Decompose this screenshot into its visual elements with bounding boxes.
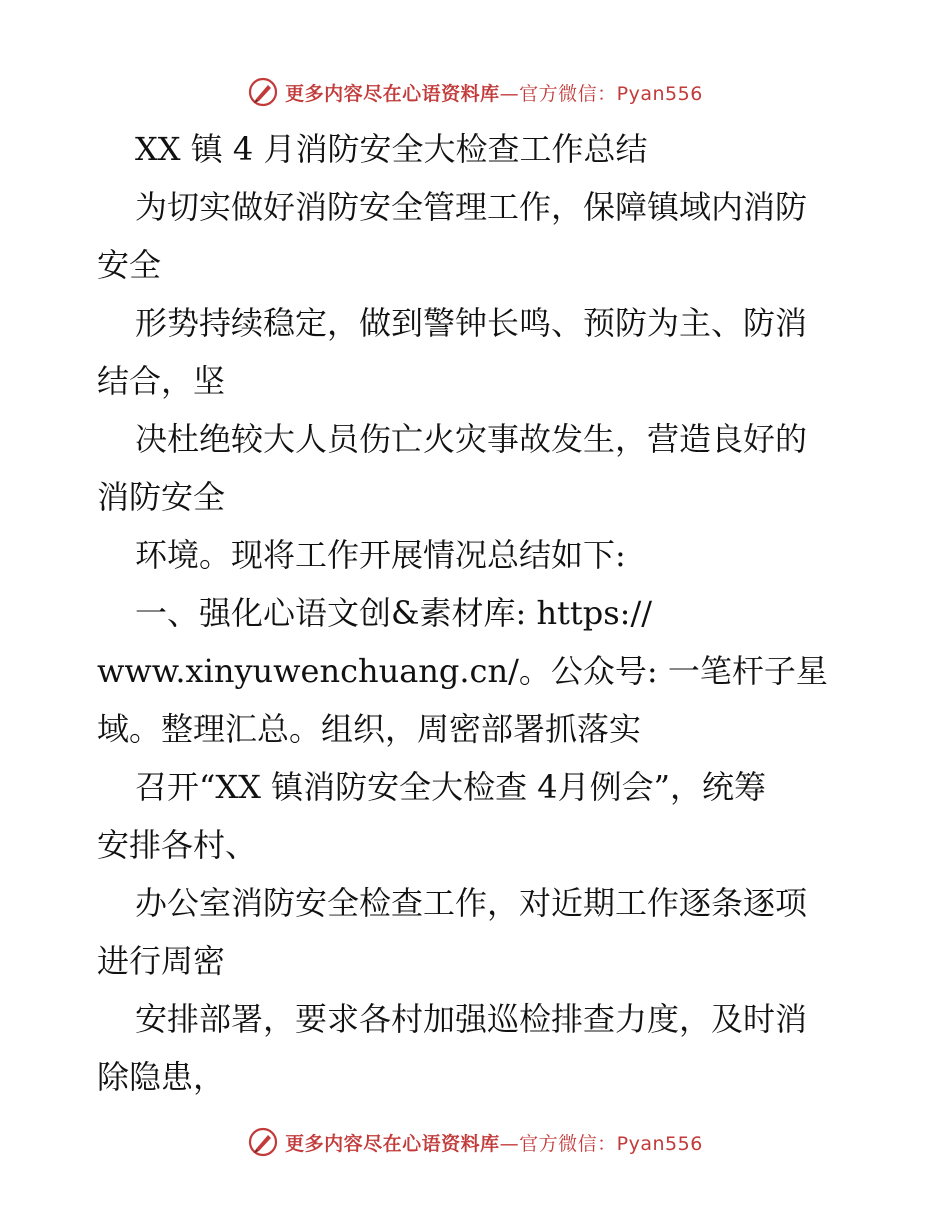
paragraph-line: 一、强化心语文创&素材库: https:// (135, 594, 653, 632)
banner-title: 更多内容尽在心语资料库 (285, 1132, 500, 1155)
paragraph-line: 安全 (97, 246, 162, 284)
banner-wechat: 官方微信：Pyan556 (519, 82, 703, 105)
paragraph-line: 安排各村、 (97, 826, 258, 864)
banner-label (285, 1129, 703, 1156)
paragraph-line: 进行周密 (97, 942, 226, 980)
paragraph-line: 环境。现将工作开展情况总结如下: (135, 536, 626, 574)
header-banner (0, 72, 950, 112)
pen-logo-icon (247, 76, 279, 108)
banner-separator: — (499, 82, 520, 105)
paragraph-line: 安排部署，要求各村加强巡检排查力度，及时消 (135, 1000, 808, 1038)
paragraph-line: 消防安全 (97, 478, 226, 516)
paragraph-line: 除隐患， (97, 1058, 226, 1096)
banner-label (285, 79, 703, 106)
document-body (97, 120, 867, 1106)
paragraph-line: 为切实做好消防安全管理工作，保障镇域内消防 (135, 188, 808, 226)
paragraph-line: www.xinyuwenchuang.cn/。公众号: 一笔杆子星 (97, 652, 828, 690)
banner-separator: — (499, 1132, 520, 1155)
pen-logo-icon (247, 1126, 279, 1158)
document-title: XX 镇 4 月消防安全大检查工作总结 (135, 130, 648, 168)
paragraph-line: 域。整理汇总。组织，周密部署抓落实 (97, 710, 642, 748)
banner-title: 更多内容尽在心语资料库 (285, 82, 500, 105)
paragraph-line: 召开“XX 镇消防安全大检查 4月例会”，统筹 (135, 768, 766, 806)
banner-wechat: 官方微信：Pyan556 (519, 1132, 703, 1155)
footer-banner (0, 1122, 950, 1162)
paragraph-line: 决杜绝较大人员伤亡火灾事故发生，营造良好的 (135, 420, 808, 458)
paragraph-line: 形势持续稳定，做到警钟长鸣、预防为主、防消 (135, 304, 808, 342)
paragraph-line: 结合，坚 (97, 362, 226, 400)
paragraph-line: 办公室消防安全检查工作，对近期工作逐条逐项 (135, 884, 808, 922)
